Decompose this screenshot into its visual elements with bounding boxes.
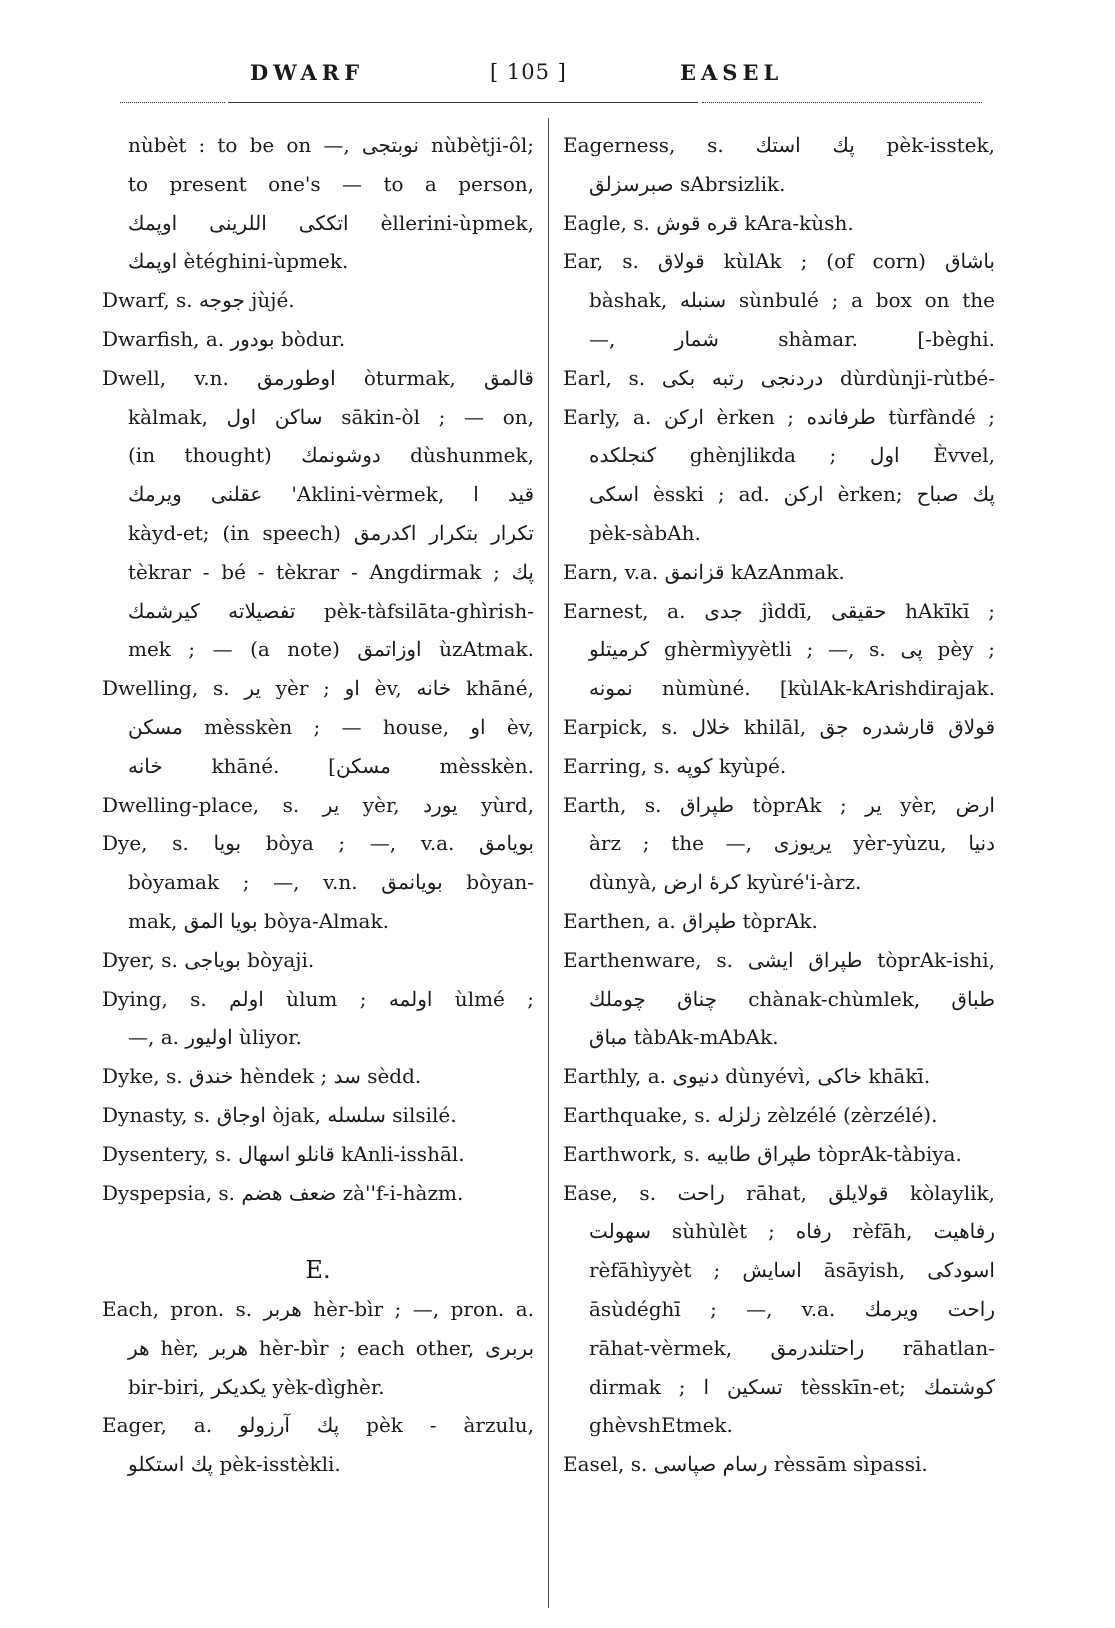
dictionary-line: Dwarf, s. جوجه jùjé. xyxy=(102,288,295,313)
dictionary-line: سهولت sùhùlèt ; رفاه rèfāh, رفاهيت xyxy=(589,1219,995,1244)
dictionary-line: اتككى اللرينى اوپمك èllerini-ùpmek, xyxy=(128,210,534,235)
dictionary-line: Earl, s. دردنجى رتبه بكى dùrdùnji-rùtbé- xyxy=(563,365,995,390)
dictionary-line: Dynasty, s. اوجاق òjak, سلسله silsilé. xyxy=(102,1102,457,1127)
dictionary-line: Eagerness, s. پك استك pèk-isstek, xyxy=(563,133,995,157)
dictionary-line: Dyke, s. خندق hèndek ; سد sèdd. xyxy=(102,1064,422,1089)
dictionary-line: Earthwork, s. طپراق طابيه tòprAk-tàbiya. xyxy=(563,1141,962,1166)
dictionary-line: bòyamak ; —, v.n. بويانمق bòyan- xyxy=(128,870,534,895)
dictionary-line: bir-biri, يكديكر yèk-dìghèr. xyxy=(128,1374,385,1399)
dictionary-line: اسكى èsski ; ad. اركن èrken; پك صباح xyxy=(589,482,995,507)
dictionary-line: Earpick, s. خلال khilāl, قولاق قارشدره جق xyxy=(563,714,995,739)
dictionary-line: pèk-sàbAh. xyxy=(589,520,701,545)
dictionary-line: Eagle, s. قره قوش kAra-kùsh. xyxy=(563,210,854,235)
dictionary-line: ghèvshEtmek. xyxy=(589,1413,733,1438)
header-left-word: DWARF xyxy=(250,60,365,85)
header-rule-left xyxy=(120,102,225,103)
dictionary-line: اوپمك ètéghini-ùpmek. xyxy=(128,249,349,274)
dictionary-line: mak, بويا المق bòya-Almak. xyxy=(128,908,389,933)
header-page-number: [ 105 ] xyxy=(490,60,567,84)
dictionary-line: kàlmak, ساكن اول sākin-òl ; — on, xyxy=(128,404,534,429)
dictionary-line: Earthquake, s. زلزله zèlzélé (zèrzélé). xyxy=(563,1102,938,1127)
dictionary-line: مسكن mèsskèn ; — house, او èv, xyxy=(128,714,534,739)
dictionary-line: àrz ; the —, يريوزى yèr-yùzu, دنيا xyxy=(589,831,995,856)
dictionary-line: dùnyà, كرهٔ ارض kyùré'i-àrz. xyxy=(589,870,862,895)
header-rule-right xyxy=(702,102,982,103)
dictionary-line: Dwell, v.n. اوطورمق òturmak, قالمق xyxy=(102,365,534,390)
dictionary-line: Earthly, a. دنيوى dùnyévì, خاكى khākī. xyxy=(563,1064,931,1089)
dictionary-line: Dwelling-place, s. ير yèr, يورد yùrd, xyxy=(102,792,534,817)
dictionary-line: Earn, v.a. قزانمق kAzAnmak. xyxy=(563,559,845,584)
dictionary-line: Earthenware, s. طپراق ايشى tòprAk-ishi, xyxy=(563,947,995,972)
header-right-word: EASEL xyxy=(680,60,784,85)
dictionary-line: Earring, s. كوپه kyùpé. xyxy=(563,753,787,778)
dictionary-line: Dyspepsia, s. ضعف هضم zà''f-i-hàzm. xyxy=(102,1180,464,1205)
dictionary-line: Dying, s. اولم ùlum ; اولمه ùlmé ; xyxy=(102,986,534,1011)
dictionary-line: mek ; — (a note) اوزاتمق ùzAtmak. xyxy=(128,637,534,662)
dictionary-line: Ease, s. راحت rāhat, قولايلق kòlaylik, xyxy=(563,1180,995,1205)
dictionary-line: Dyer, s. بوياجى bòyaji. xyxy=(102,947,315,972)
dictionary-line: Easel, s. رسام صپاسى rèssām sìpassi. xyxy=(563,1452,928,1477)
page-header xyxy=(120,60,980,90)
dictionary-line: كرميتلو ghèrmìyyètli ; —, s. پى pèy ; xyxy=(589,637,995,662)
dictionary-line: نمونه nùmùné. [kùlAk-kArishdirajak. xyxy=(589,676,995,701)
dictionary-line: Earth, s. طپراق tòprAk ; ير yèr, ارض xyxy=(563,792,995,817)
dictionary-line: كنجلكده ghènjlikda ; اول Èvvel, xyxy=(589,443,995,468)
dictionary-line: kàyd-et; (in speech) تكرار بتكرار اكدرمق xyxy=(128,520,534,545)
right-column xyxy=(563,126,995,1484)
dictionary-line: nùbèt : to be on —, نوبتجى nùbètji-ôl; xyxy=(128,133,534,157)
column-divider xyxy=(548,118,549,1608)
dictionary-line: هر hèr, هربر hèr-bìr ; each other, بربرى xyxy=(128,1335,534,1360)
dictionary-line: dirmak ; تسكين ا tèsskīn-et; كوشتمك xyxy=(589,1374,995,1399)
dictionary-line: صبرسزلق sAbrsizlik. xyxy=(589,171,786,196)
dictionary-line: Dysentery, s. قانلو اسهال kAnli-isshāl. xyxy=(102,1141,465,1166)
dictionary-line: پك استكلو pèk-isstèkli. xyxy=(128,1452,341,1477)
dictionary-line: —, شمار shàmar. [-bèghi. xyxy=(589,326,995,351)
section-letter-heading: E. xyxy=(305,1256,331,1285)
dictionary-line: Earnest, a. جدى jìddī, حقيقى hAkīkī ; xyxy=(563,598,995,623)
dictionary-line: Eager, a. پك آرزولو pèk - àrzulu, xyxy=(102,1413,534,1438)
dictionary-line xyxy=(102,1212,534,1251)
dictionary-line: bàshak, سنبله sùnbulé ; a box on the xyxy=(589,288,995,313)
dictionary-line: rèfāhìyyèt ; اسايش āsāyish, اسودكى xyxy=(589,1258,995,1283)
dictionary-line: چناق چوملك chànak-chùmlek, طباق xyxy=(589,986,995,1011)
dictionary-line: تفصيلاته كيرشمك pèk-tàfsilāta-ghìrish- xyxy=(128,598,534,623)
dictionary-line: —, a. اوليور ùliyor. xyxy=(128,1025,302,1050)
dictionary-line: Dwelling, s. ير yèr ; او èv, خانه khāné, xyxy=(102,676,534,701)
dictionary-line: Earthen, a. طپراق tòprAk. xyxy=(563,908,818,933)
dictionary-line: (in thought) دوشونمك dùshunmek, xyxy=(128,443,534,468)
dictionary-line: Dwarfish, a. بودور bòdur. xyxy=(102,326,346,351)
dictionary-line: āsùdéghī ; —, v.a. راحت ويرمك xyxy=(589,1296,995,1321)
dictionary-line: tèkrar - bé - tèkrar - Angdirmak ; پك xyxy=(128,559,534,584)
dictionary-line: Each, pron. s. هربر hèr-bìr ; —, pron. a. xyxy=(102,1296,534,1321)
dictionary-line: مباق tàbAk-mAbAk. xyxy=(589,1025,779,1050)
dictionary-line: Early, a. اركن èrken ; طرفانده tùrfàndé ; xyxy=(563,404,995,429)
dictionary-line: Dye, s. بويا bòya ; —, v.a. بويامق xyxy=(102,831,534,856)
dictionary-line: Ear, s. قولاق kùlAk ; (of corn) باشاق xyxy=(563,249,995,274)
dictionary-line: rāhat-vèrmek, راحتلندرمق rāhatlan- xyxy=(589,1335,995,1360)
dictionary-line: to present one's — to a person, xyxy=(128,171,534,196)
dictionary-line: عقلنى ويرمك 'Aklini-vèrmek, قيد ا xyxy=(128,482,534,507)
dictionary-line: خانه khāné. [مسكن mèsskèn. xyxy=(128,753,534,778)
header-rule-center xyxy=(228,102,698,103)
left-column xyxy=(102,126,534,1484)
